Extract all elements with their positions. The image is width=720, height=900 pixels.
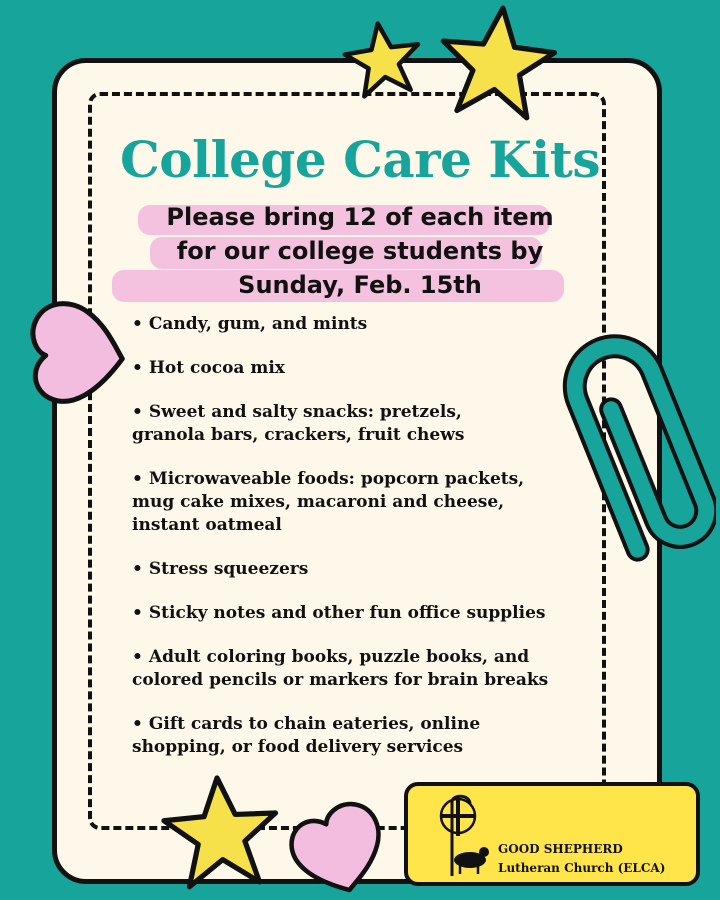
bullet: • [132,647,143,667]
list-item-text: shopping, or food delivery services [132,737,464,757]
star-icon [338,16,428,106]
list-item-text: Stress squeezers [148,559,309,579]
list-item [132,602,562,625]
list-item [132,646,562,692]
bullet: • [132,358,143,378]
bullet: • [132,714,143,734]
church-subtitle: Lutheran Church (ELCA) [498,861,666,875]
page-title: College Care Kits [119,130,601,189]
list-item-text: mug cake mixes, macaroni and cheese, [132,492,505,512]
bullet: • [132,603,143,623]
list-item-text: granola bars, crackers, fruit chews [132,425,465,445]
church-name: GOOD SHEPHERD [498,842,623,856]
subtitle-line: Please bring 12 of each item [166,203,554,231]
item-list [132,313,562,780]
list-item-text: colored pencils or markers for brain breaks [132,670,549,690]
cross-and-lamb-icon [430,792,494,880]
bullet: • [132,469,143,489]
list-item [132,357,562,380]
star-icon [156,770,286,900]
list-item [132,468,562,537]
list-item-text: instant oatmeal [132,515,282,535]
subtitle-line: Sunday, Feb. 15th [238,271,482,299]
church-logo-box [404,782,700,886]
list-item [132,313,562,336]
list-item [132,713,562,759]
list-item-text: Adult coloring books, puzzle books, and [148,647,530,667]
list-item-text: Candy, gum, and mints [148,314,368,334]
bullet: • [132,402,143,422]
list-item-text: Microwaveable foods: popcorn packets, [148,469,525,489]
bullet: • [132,314,143,334]
list-item-text: Sticky notes and other fun office supplies [148,603,546,623]
star-icon [432,0,562,130]
heart-icon [286,800,396,900]
list-item [132,558,562,581]
subtitle-line: for our college students by [176,237,544,265]
list-item-text: Gift cards to chain eateries, online [148,714,481,734]
list-item-text: Hot cocoa mix [148,358,285,378]
heart-icon [18,296,138,406]
bullet: • [132,559,143,579]
subtitle [110,200,610,302]
list-item-text: Sweet and salty snacks: pretzels, [148,402,462,422]
list-item [132,401,562,447]
